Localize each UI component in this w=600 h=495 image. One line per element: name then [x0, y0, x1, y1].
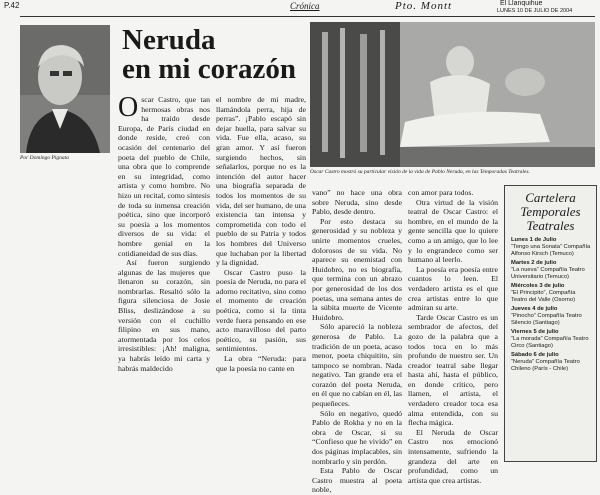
paragraph: Tarde Oscar Castro es un sembrador de afectos, del gozo de la palabra que a todos toca en lo más profundo de nuestro ser. Un creador teatral sabe llegar hasta ahí, hasta el público, en donde crítico, pero llamen, el artista, el verdadero creador toca esa alma entendida, con su flecha mágica. — [408, 312, 498, 428]
article-column-3 — [312, 188, 402, 495]
item-date: Lunes 1 de Julio — [511, 237, 557, 243]
item-text: “La nueva” Compañía Teatro Universitario (Temuco) — [511, 267, 585, 280]
list-item — [511, 260, 591, 281]
newspaper-name: El Llanquihue — [500, 0, 543, 7]
paragraph: con amor para todos. — [408, 188, 474, 197]
list-item — [511, 352, 591, 373]
paragraph: El Neruda de Oscar Castro nos emocionó intensamente, sufriendo la grandeza del arte en profundidad, como un artista que crea artistas. — [408, 427, 498, 485]
item-date: Martes 2 de julio — [511, 260, 557, 266]
paragraph: Otra virtud de la visión teatral de Oscar Castro: el hombre, en el mundo de la gente sencilla que lo quiere como a un amigo, que lo lee y lo engrandece como ser humano al leerlo. — [408, 197, 498, 265]
paragraph: Así fueron surgiendo algunas de las mujeres que llenaron su corazón, sin nombrarlas. Resaltó sólo la figura silenciosa de Josie Bliss, deslizándose a su versión con el cuchillo filipino en sus mano, atormentada por los celos irresistibles: ¡Ah! maligna, ya habrás leído mi carta y habrás maldecido — [118, 258, 210, 373]
paragraph: La obra “Neruda: para que la poesía no cante en — [216, 354, 306, 373]
author-photo — [20, 25, 110, 153]
item-date: Jueves 4 de julio — [511, 306, 558, 312]
issue-date: LUNES 10 DE JULIO DE 2004 — [497, 8, 573, 14]
section-name: Crónica — [290, 1, 320, 11]
paragraph: scar Castro, que tan hermosas obras nos ha traído desde Europa, de París ciudad en donde reside, creó con ocasión del centenario del poeta del pueblo de Chile, una obra que lo comprende en su integridad, como artista y como hombre. No hizo un recital, como síntesis de toda su inmensa creación poética, sino que incorporó su poesía a los momentos diversos de su vida: el hombre genial en la cotidianeidad de sus días. — [118, 95, 210, 258]
item-text: “Pinocho” Compañía Teatro Silencio (Santiago) — [511, 313, 582, 326]
headline-line-1: Neruda — [122, 24, 216, 56]
cartelera-list — [511, 237, 591, 373]
item-date: Miércoles 3 de julio — [511, 283, 565, 289]
paragraph: Oscar Castro puso la poesía de Neruda, no para el adorno recitativo, sino como el momento de creación poética, como si la tinta verde fuera pensando en ese acto maravilloso del parto poético, su pasión, sus sentimientos. — [216, 267, 306, 354]
page-number: P.42 — [4, 1, 20, 10]
cartelera-box — [504, 185, 597, 462]
photo-caption: Oscar Castro mostró su particular visión de la vida de Pablo Neruda, en las Temporadas Teatrales. — [310, 169, 530, 175]
item-date: Viernes 5 de julio — [511, 329, 559, 335]
cartelera-title — [511, 191, 590, 233]
paragraph: Sólo apareció la nobleza generosa de Pablo. La tradición de un poeta, acaso menor, poeta chiquitito, sin tampoco se nombran. Nada negativo. Tan grande era el corazón del poeta Neruda, en él que no cabían en él, las pequeñeces. — [312, 322, 402, 409]
photo-credit: Por Domingo Pignata — [20, 155, 69, 161]
article-column-4 — [408, 188, 498, 485]
list-item — [511, 283, 591, 304]
cartelera-title-line: Teatrales — [526, 218, 575, 233]
item-text: “La morada” Compañía Teatro Circo (Santiago) — [511, 336, 589, 349]
paragraph: el nombre de mi madre, llamándola perra, hija de perras”. ¡Pablo escapó sin dejar huella, para salvar su vida. Fue ella, acaso, su gran amor. Y así fueron surgiendo hechos, sin señalarlos, porque no es la intención del autor hacer una biografía separada de todos los momentos de su vida, del ser humano, de una existencia tan intensa y comprometida con todo el pueblo de su Patria y todos los hombres del Universo que luchaban por la libertad y la dignidad. — [216, 95, 306, 268]
item-text: “Neruda” Compañía Teatro Chileno (París - Chile) — [511, 359, 580, 372]
paragraph: La poesía era poesía entre cuantos lo leen. El verdadero artista es el que crea artistas entre lo que admiran su arte. — [408, 264, 498, 313]
cartelera-title-line: Cartelera — [525, 190, 576, 205]
paragraph: vano” no hace una obra sobre Neruda, sino desde Pablo, desde dentro. — [312, 188, 402, 217]
item-date: Sábado 6 de julio — [511, 352, 559, 358]
stage-photo — [310, 22, 595, 167]
handwritten-note: Pto. Montt — [395, 0, 453, 12]
drop-cap: O — [118, 92, 139, 123]
headline-line-2: en mi corazón — [122, 53, 296, 85]
list-item — [511, 237, 591, 258]
item-text: “Tengo una Sonata” Compañía Alfonso Kirsch (Temuco) — [511, 244, 591, 257]
article-headline — [122, 26, 307, 84]
list-item — [511, 306, 591, 327]
item-text: “El Principito”, Compañía Teatro del Valle (Osorno) — [511, 290, 576, 303]
header-rule — [20, 16, 595, 17]
list-item — [511, 329, 591, 350]
paragraph: Sólo en negativo, quedó Pablo de Rokha y no en la obra de Oscar, si su “Confieso que he vivido” en dos páginas implacables, sin nombrarlo y sin perdón. — [312, 408, 402, 466]
paragraph: Por esto destaca su generosidad y su nobleza y unirte momentos crueles, dolorosos de su vida. No aparece su enemistad con Huidobro, no es biografía, que termina con un abrazo por generosidad de los dos poetas, una semana antes de la súbita muerte de Vicente Huidobro. — [312, 216, 402, 322]
cartelera-title-line: Temporales — [520, 204, 581, 219]
article-column-1 — [118, 92, 210, 460]
paragraph: Esta Pablo de Oscar Castro muestra al poeta noble, — [312, 466, 402, 495]
article-column-2 — [216, 95, 306, 460]
